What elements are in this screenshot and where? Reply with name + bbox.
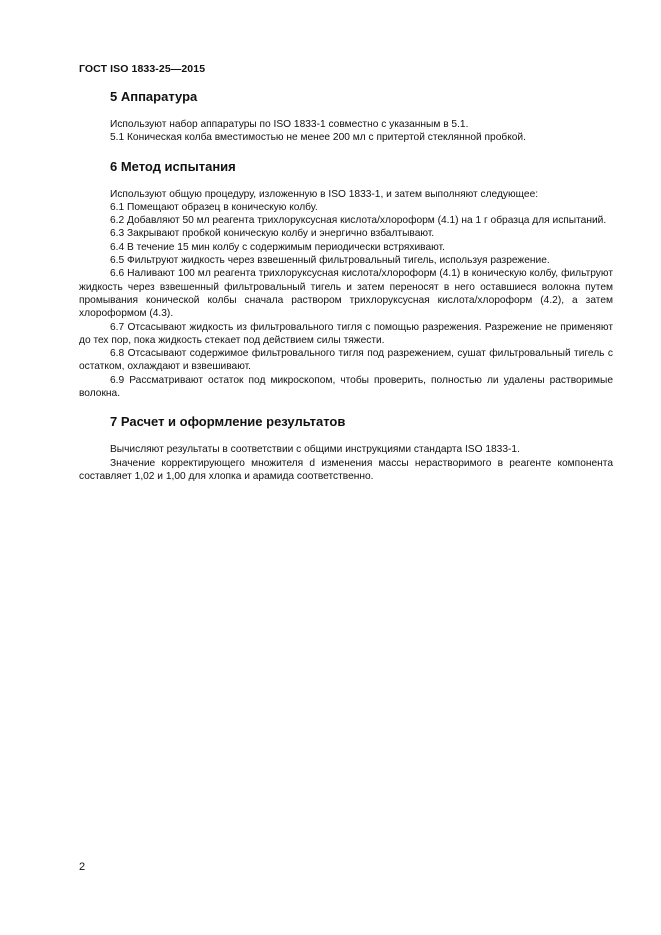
page-number: 2 xyxy=(79,861,86,873)
section-title: 7 Расчет и оформление результатов xyxy=(110,414,346,430)
paragraph: 6.5 Фильтруют жидкость через взвешенный фильтровальный тигель, используя разрежение. xyxy=(110,255,550,267)
paragraph: 6.8 Отсасывают содержимое фильтровального тигля под разрежением, сушат фильтровальный тигель с остатком, охлаждают и взвешивают. xyxy=(79,348,613,373)
paragraph: 6.9 Рассматривают остаток под микроскопом, чтобы проверить, полностью ли удалены растворимые волокна. xyxy=(79,374,613,400)
paragraph: 6.1 Помещают образец в коническую колбу. xyxy=(110,201,318,213)
paragraph: 6.7 Отсасывают жидкость из фильтровального тигля с помощью разрежения. Разрежение не применяют до тех пор, пока жидкость стекает под действием силы тяжести. xyxy=(79,321,613,346)
section-results xyxy=(79,415,613,483)
paragraph: 6.3 Закрывают пробкой коническую колбу и энергично взбалтывают. xyxy=(110,228,435,240)
paragraph: Значение корректирующего множителя d изменения массы нерастворимого в реагенте компонента составляет 1,02 и 1,00 для хлопка и арамида соответственно. xyxy=(79,457,613,482)
document-body xyxy=(79,90,613,498)
section-title: 5 Аппаратура xyxy=(110,89,198,104)
document-header: ГОСТ ISO 1833-25—2015 xyxy=(79,63,206,75)
section-apparatus xyxy=(79,90,613,145)
paragraph: 6.4 В течение 15 мин колбу с содержимым периодически встряхивают. xyxy=(110,241,445,253)
paragraph: Вычисляют результаты в соответствии с общими инструкциями стандарта ISO 1833-1. xyxy=(110,444,520,456)
paragraph: 6.6 Наливают 100 мл реагента трихлоруксусная кислота/хлороформ (4.1) в коническую колбу, фильтруют жидкость через взвешенный фильтровальный тигель и затем переносят в него оставшиеся волокна путем промывания конической колбы сначала раствором трихлоруксусная кислота/хлороформ (4.2), а затем хлороформом (4.3). xyxy=(79,268,613,320)
section-title: 6 Метод испытания xyxy=(110,158,236,174)
paragraph: Используют общую процедуру, изложенную в ISO 1833-1, и затем выполняют следующее: xyxy=(110,188,539,200)
paragraph: 5.1 Коническая колба вместимостью не менее 200 мл с притертой стеклянной пробкой. xyxy=(110,132,526,144)
paragraph: Используют набор аппаратуры по ISO 1833-1 совместно с указанным в 5.1. xyxy=(110,119,469,130)
paragraph: 6.2 Добавляют 50 мл реагента трихлоруксусная кислота/хлороформ (4.1) на 1 г образца для испытаний. xyxy=(110,215,607,227)
section-test-method xyxy=(79,160,613,401)
